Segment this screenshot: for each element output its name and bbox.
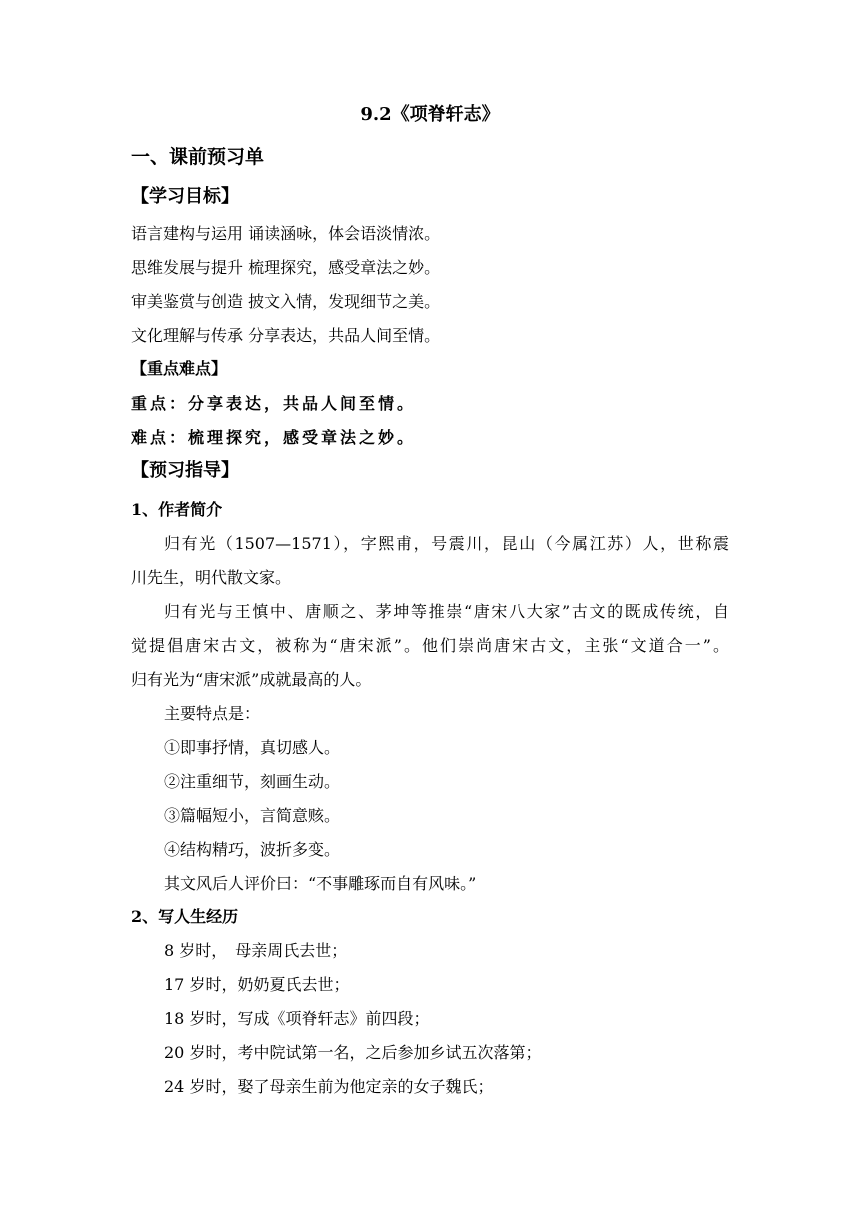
feature-item: ②注重细节，刻画生动。 <box>164 772 341 791</box>
life-event: 24 岁时，娶了母亲生前为他定亲的女子魏氏； <box>164 1077 494 1096</box>
keypoints-heading: 【重点难点】 <box>131 359 228 378</box>
section-heading-preview: 一、课前预习单 <box>131 146 265 168</box>
life-event: 18 岁时，写成《项脊轩志》前四段； <box>164 1009 430 1028</box>
life-event: 8 岁时， 母亲周氏去世； <box>164 941 348 960</box>
objective-item: 思维发展与提升 梳理探究，感受章法之妙。 <box>131 258 441 277</box>
guide-heading: 【预习指导】 <box>131 460 239 481</box>
objective-item: 语言建构与运用 诵读涵咏，体会语淡情浓。 <box>131 224 441 243</box>
feature-item: ③篇幅短小，言简意赅。 <box>164 806 341 825</box>
life-event: 17 岁时，奶奶夏氏去世； <box>164 975 350 994</box>
style-comment: 其文风后人评价曰：“不事雕琢而自有风味。” <box>164 874 477 893</box>
difficulty-text: 难点：梳理探究，感受章法之妙。 <box>131 428 417 447</box>
life-event: 20 岁时，考中院试第一名，之后参加乡试五次落第； <box>164 1043 542 1062</box>
objective-item: 审美鉴赏与创造 披文入情，发现细节之美。 <box>131 292 441 311</box>
keypoint-text: 重点：分享表达，共品人间至情。 <box>131 394 417 413</box>
feature-item: ④结构精巧，波折多变。 <box>164 840 341 859</box>
author-paragraph-line: 川先生，明代散文家。 <box>131 568 292 587</box>
feature-item: ①即事抒情，真切感人。 <box>164 738 341 757</box>
life-heading: 2、写人生经历 <box>131 907 239 926</box>
author-paragraph-line: 觉提倡唐宋古文，被称为“唐宋派”。他们崇尚唐宋古文，主张“文道合一”。 <box>131 636 729 655</box>
page-title: 9.2《项脊轩志》 <box>360 104 500 125</box>
objective-item: 文化理解与传承 分享表达，共品人间至情。 <box>131 326 441 345</box>
author-heading: 1、作者简介 <box>131 500 223 519</box>
author-paragraph-line: 归有光（1507—1571），字熙甫，号震川，昆山（今属江苏）人，世称震 <box>164 534 729 553</box>
author-paragraph-line: 归有光为“唐宋派”成就最高的人。 <box>131 670 372 689</box>
features-intro: 主要特点是： <box>164 704 261 723</box>
objectives-heading: 【学习目标】 <box>131 186 239 207</box>
author-paragraph-line: 归有光与王慎中、唐顺之、茅坤等推崇“唐宋八大家”古文的既成传统，自 <box>164 602 729 621</box>
